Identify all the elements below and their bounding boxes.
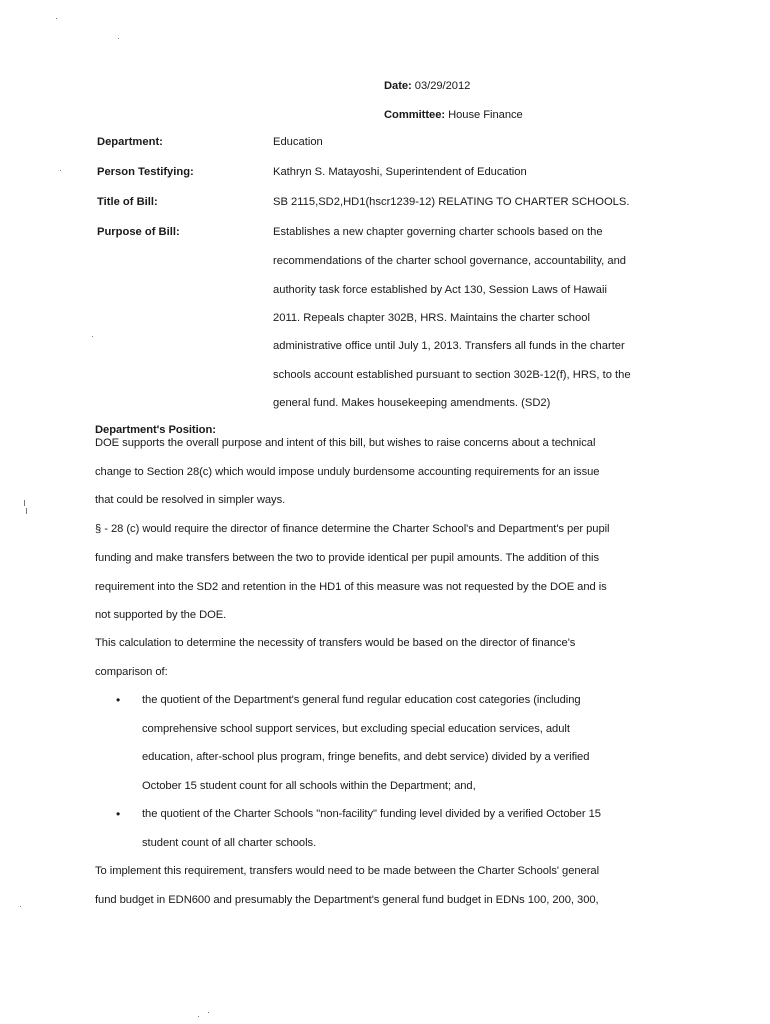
scan-speck — [26, 508, 27, 514]
bullet-line: the quotient of the Charter Schools "non-facility" funding level divided by a verified October 15 — [142, 808, 601, 820]
position-paragraph-line: not supported by the DOE. — [95, 609, 227, 621]
scan-speck — [208, 1012, 209, 1013]
person-testifying-label: Person Testifying: — [97, 166, 194, 178]
person-testifying-value: Kathryn S. Matayoshi, Superintendent of Education — [273, 166, 527, 178]
scan-speck — [24, 500, 25, 506]
bill-purpose-line: recommendations of the charter school governance, accountability, and — [273, 255, 627, 267]
bullet-marker: • — [116, 807, 121, 821]
bill-purpose-line: authority task force established by Act 130, Session Laws of Hawaii — [273, 284, 607, 296]
date-label: Date: — [384, 80, 412, 92]
position-heading: Department's Position: — [95, 424, 216, 436]
date-value: 03/29/2012 — [414, 80, 471, 92]
bullet-line: comprehensive school support services, but excluding special education services, adult — [142, 723, 570, 735]
position-paragraph-line: requirement into the SD2 and retention in the HD1 of this measure was not requested by the DOE and is — [95, 581, 607, 593]
committee-label: Committee: — [384, 109, 446, 121]
position-paragraph-line: This calculation to determine the necessity of transfers would be based on the director of finance's — [95, 637, 576, 649]
bill-purpose-label: Purpose of Bill: — [97, 226, 180, 238]
department-label: Department: — [97, 136, 163, 148]
bill-purpose-line: administrative office until July 1, 2013. Transfers all funds in the charter — [273, 340, 625, 352]
bill-purpose-line: schools account established pursuant to section 302B-12(f), HRS, to the — [273, 369, 631, 381]
position-paragraph-line: change to Section 28(c) which would impose unduly burdensome accounting requirements for an issue — [95, 466, 600, 478]
date-line — [384, 79, 470, 93]
scan-speck — [92, 336, 93, 337]
scan-speck — [118, 38, 119, 39]
bullet-line: October 15 student count for all schools within the Department; and, — [142, 780, 476, 792]
bill-title-label: Title of Bill: — [97, 196, 158, 208]
bill-purpose-line: 2011. Repeals chapter 302B, HRS. Maintains the charter school — [273, 312, 590, 324]
scan-speck — [60, 170, 61, 171]
bullet-line: education, after-school plus program, fringe benefits, and debt service) divided by a verified — [142, 751, 590, 763]
committee-value: House Finance — [448, 109, 523, 121]
bill-title-value: SB 2115,SD2,HD1(hscr1239-12) RELATING TO CHARTER SCHOOLS. — [273, 196, 630, 208]
position-paragraph-line: that could be resolved in simpler ways. — [95, 494, 286, 506]
bill-purpose-line: general fund. Makes housekeeping amendments. (SD2) — [273, 397, 551, 409]
scan-speck — [20, 906, 21, 907]
position-paragraph-line: § - 28 (c) would require the director of finance determine the Charter School's and Department's per pupil — [95, 523, 610, 535]
bullet-line: the quotient of the Department's general fund regular education cost categories (including — [142, 694, 581, 706]
position-paragraph-line: fund budget in EDN600 and presumably the Department's general fund budget in EDNs 100, 200, 300, — [95, 894, 599, 906]
scan-speck — [198, 1016, 199, 1017]
position-paragraph-line: comparison of: — [95, 666, 168, 678]
bullet-marker: • — [116, 693, 121, 707]
position-paragraph-line: DOE supports the overall purpose and intent of this bill, but wishes to raise concerns about a technical — [95, 437, 596, 449]
scan-speck — [56, 18, 57, 19]
bullet-line: student count of all charter schools. — [142, 837, 317, 849]
department-value: Education — [273, 136, 323, 148]
position-paragraph-line: funding and make transfers between the two to provide identical per pupil amounts. The addition of this — [95, 552, 599, 564]
committee-line — [384, 108, 523, 122]
position-paragraph-line: To implement this requirement, transfers would need to be made between the Charter Schools' general — [95, 865, 600, 877]
bill-purpose-line: Establishes a new chapter governing charter schools based on the — [273, 226, 603, 238]
